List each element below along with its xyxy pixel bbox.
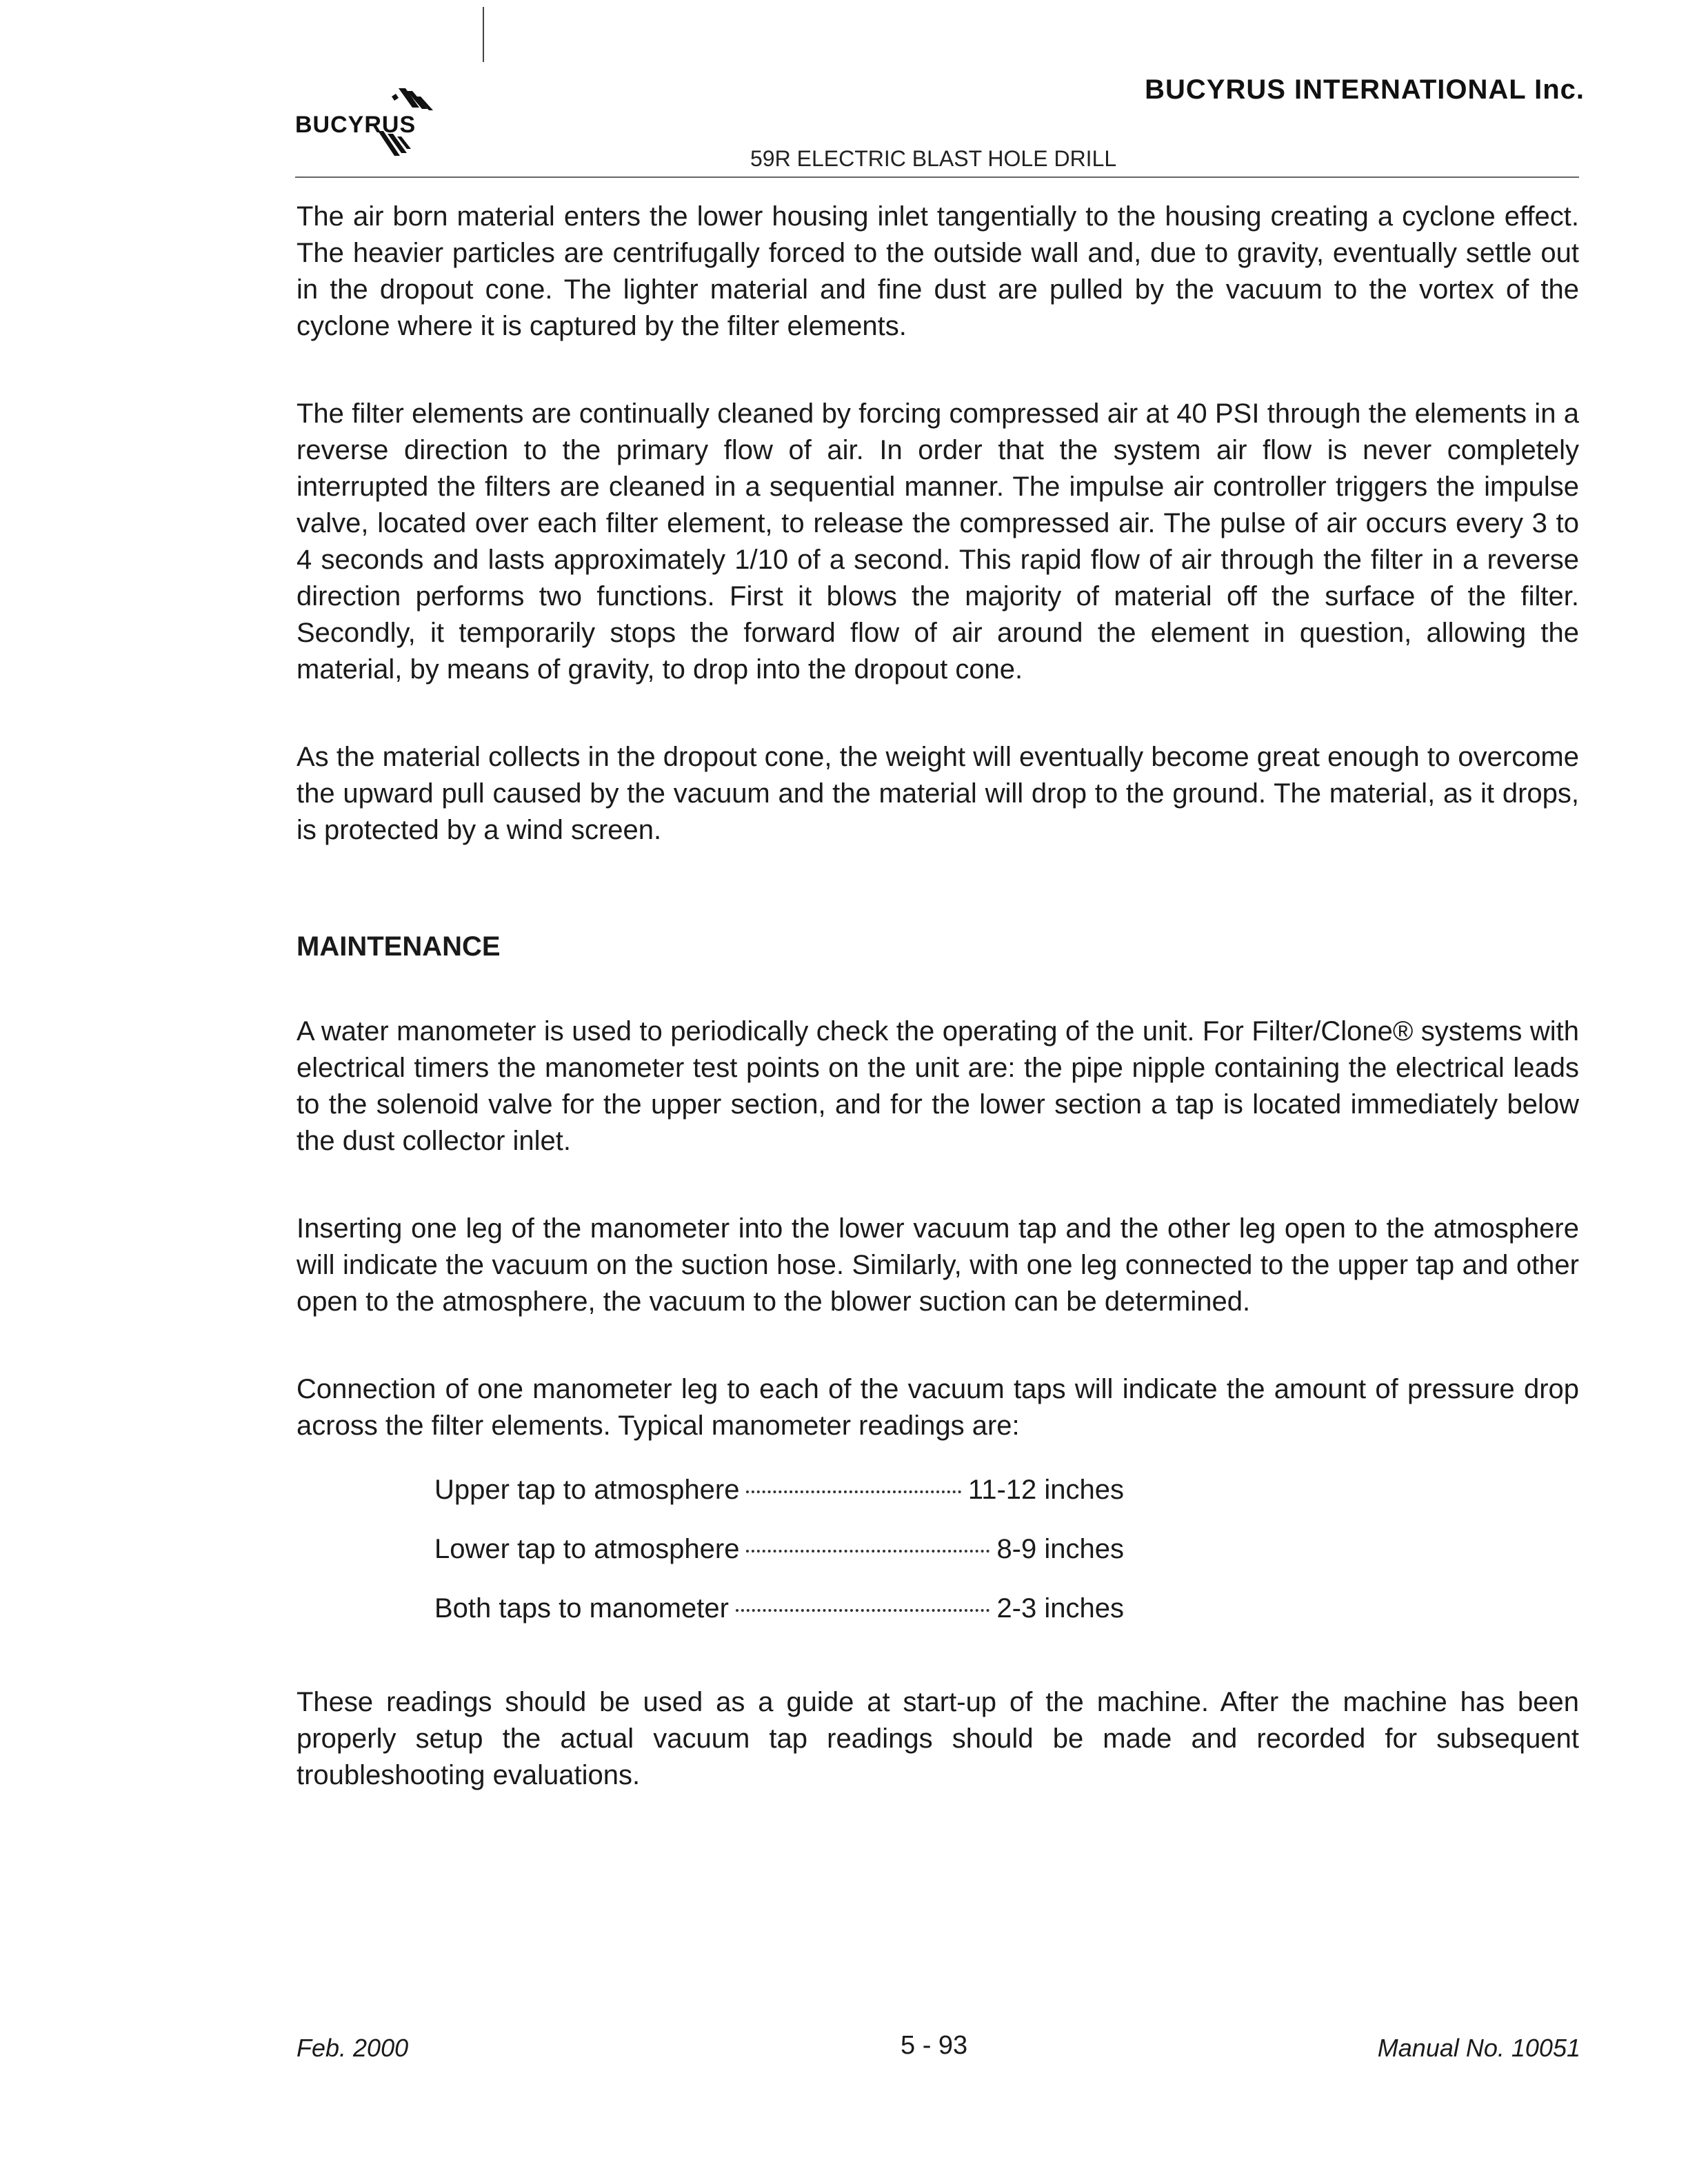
page-header xyxy=(0,0,1688,179)
document-title: 59R ELECTRIC BLAST HOLE DRILL xyxy=(750,146,1117,171)
paragraph-pressure-drop: Connection of one manometer leg to each of the vacuum taps will indicate the amount of pressure drop across the filter elements. Typical manometer readings are: xyxy=(297,1374,1579,1441)
reading-value: 11-12 inches xyxy=(967,1475,1124,1505)
section-heading-maintenance: MAINTENANCE xyxy=(297,931,501,962)
leader-dots xyxy=(746,1550,989,1553)
paragraph-inserting-leg: Inserting one leg of the manometer into the lower vacuum tap and the other leg open to the atmosphere will indicate the vacuum on the suction hose. Similarly, with one leg connected to the upper tap and other open to the atmosphere, the vacuum to the blower suction can be determined. xyxy=(297,1213,1579,1317)
paragraph-material-drop: As the material collects in the dropout cone, the weight will eventually become great enough to overcome the upward pull caused by the vacuum and the material will drop to the ground. The material, as it drops, is protected by a wind screen. xyxy=(297,742,1579,845)
reading-row xyxy=(434,1534,1124,1593)
footer-date: Feb. 2000 xyxy=(297,2034,409,2062)
manual-number: Manual No. 10051 xyxy=(1377,2034,1580,2062)
paragraph-readings-guide: These readings should be used as a guide at start-up of the machine. After the machine has been properly setup the actual vacuum tap readings should be made and recorded for subsequent troubleshooting evaluations. xyxy=(297,1687,1579,1790)
reading-label: Lower tap to atmosphere xyxy=(434,1534,740,1564)
reading-label: Upper tap to atmosphere xyxy=(434,1475,740,1505)
manometer-readings-list xyxy=(434,1475,1124,1652)
bucyrus-logo xyxy=(295,81,447,171)
reading-label: Both taps to manometer xyxy=(434,1593,729,1624)
logo-wordmark: BUCYRUS xyxy=(295,112,416,138)
scan-artifact-line xyxy=(483,7,484,62)
paragraph-cyclone-effect: The air born material enters the lower housing inlet tangentially to the housing creating a cyclone effect. The heavier particles are centrifugally forced to the outside wall and, due to gravity, eventually settle out in the dropout cone. The lighter material and fine dust are pulled by the vacuum to the vortex of the cyclone where it is captured by the filter elements. xyxy=(297,201,1579,341)
company-name: BUCYRUS INTERNATIONAL Inc. xyxy=(1145,74,1585,105)
header-divider xyxy=(295,176,1579,178)
reading-row xyxy=(434,1475,1124,1534)
page-number: 5 - 93 xyxy=(901,2031,968,2060)
paragraph-water-manometer: A water manometer is used to periodically check the operating of the unit. For Filter/Clone® systems with electrical timers the manometer test points on the unit are: the pipe nipple containing the electrical leads to the solenoid valve for the upper section, and for the lower section a tap is located immediately below the dust collector inlet. xyxy=(297,1016,1579,1156)
paragraph-filter-cleaning: The filter elements are continually cleaned by forcing compressed air at 40 PSI through the elements in a reverse direction to the primary flow of air. In order that the system air flow is never completely interrupted the filters are cleaned in a sequential manner. The impulse air controller triggers the impulse valve, located over each filter element, to release the compressed air. The pulse of air occurs every 3 to 4 seconds and lasts approximately 1/10 of a second. This rapid flow of air through the filter in a reverse direction performs two functions. First it blows the majority of material off the surface of the filter. Secondly, it temporarily stops the forward flow of air around the element in question, allowing the material, by means of gravity, to drop into the dropout cone. xyxy=(297,398,1579,685)
leader-dots xyxy=(746,1490,961,1493)
page-body xyxy=(297,199,1579,1845)
reading-row xyxy=(434,1593,1124,1652)
reading-value: 2-3 inches xyxy=(996,1593,1124,1624)
reading-value: 8-9 inches xyxy=(996,1534,1124,1564)
page-footer xyxy=(297,2031,1580,2075)
leader-dots xyxy=(736,1609,990,1612)
